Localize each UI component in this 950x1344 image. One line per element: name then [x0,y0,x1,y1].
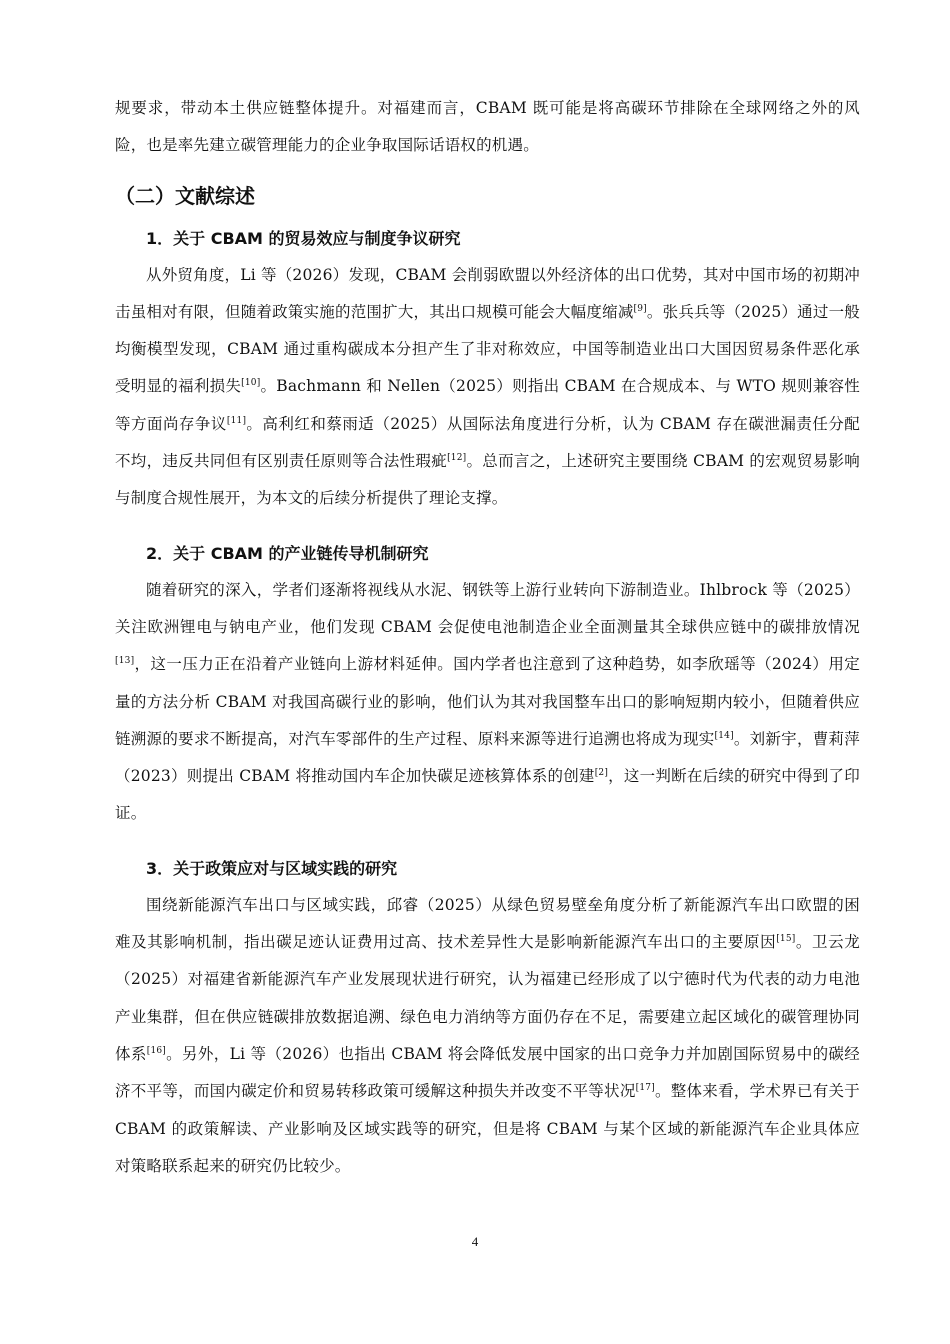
text-run: 。高利红和蔡雨适（2025）从国际法角度进行分析，认为 CBAM 存在碳泄漏责任分配不均，违反共同但有区别责任原则等合法性瑕疵 [115,414,860,471]
citation: [14] [714,730,734,741]
citation: [12] [447,453,467,464]
text-run: 。张兵兵等（2025）通过一般均衡模型发现，CBAM 通过重构碳成本分担产生了非对称效应，中国等制造业出口大国因贸易条件恶化承受明显的福利损失 [115,302,860,396]
text-run: 。卫云龙（2025）对福建省新能源汽车产业发展现状进行研究，认为福建已经形成了以宁德时代为代表的动力电池产业集群，但在供应链碳排放数据追溯、绿色电力消纳等方面仍存在不足，需要建立起区域化的碳管理协同体系 [115,933,860,1063]
text-run: 。另外，Li 等（2026）也指出 CBAM 将会降低发展中国家的出口竞争力并加剧国际贸易中的碳经济不平等，而国内碳定价和贸易转移政策可缓解这种损失并改变不平等状况 [115,1044,860,1101]
text-run: 。整体来看，学术界已有关于 CBAM 的政策解读、产业影响及区域实践等的研究，但是将 CBAM 与某个区域的新能源汽车企业具体应对策略联系起来的研究仍比较少。 [115,1082,860,1175]
subsection-heading-3: 3．关于政策应对与区域实践的研究 [146,858,398,878]
citation: [15] [776,934,796,945]
text-run: 随着研究的深入，学者们逐渐将视线从水泥、钢铁等上游行业转向下游制造业。Ihlbrock 等（2025）关注欧洲锂电与钠电产业，他们发现 CBAM 会促使电池制造企业全面测量其全球供应链中的碳排放情况 [115,580,860,636]
citation: [13] [115,656,135,667]
citation: [10] [241,378,261,389]
subsection-2-paragraph [115,572,860,833]
text-run: 从外贸角度，Li 等（2026）发现，CBAM 会削弱欧盟以外经济体的出口优势，其对中国市场的初期冲击虽相对有限，但随着政策实施的范围扩大，其出口规模可能会大幅度缩减 [115,265,860,321]
subsection-heading-1: 1．关于 CBAM 的贸易效应与制度争议研究 [146,228,461,248]
text-run: 。刘新宇，曹莉萍（2023）则提出 CBAM 将推动国内车企加快碳足迹核算体系的创建 [115,729,860,786]
citation: [11] [226,415,247,426]
text-run: 围绕新能源汽车出口与区域实践，邱睿（2025）从绿色贸易壁垒角度分析了新能源汽车出口欧盟的困难及其影响机制，指出碳足迹认证费用过高、技术差异性大是影响新能源汽车出口的主要原因 [115,895,860,952]
spacer [115,833,860,845]
page-number: 4 [471,1234,479,1249]
subsection-3-paragraph [115,887,860,1185]
citation: [2] [594,768,609,779]
text-run: ，这一压力正在沿着产业链向上游材料延伸。国内学者也注意到了这种趋势，如李欣瑶等（2024）用定量的方法分析 CBAM 对我国高碳行业的影响，他们认为其对我国整车出口的影响短期内较小，但随着供应链溯源的要求不断提高，对汽车零部件的生产过程、原料来源等进行追溯也将成为现实 [115,655,860,748]
subsection-heading-2: 2．关于 CBAM 的产业链传导机制研究 [146,543,429,563]
spacer [115,518,860,530]
text-run: 。Bachmann 和 Nellen（2025）则指出 CBAM 在合规成本、与 WTO 规则兼容性等方面尚存争议 [115,377,860,433]
citation: [16] [146,1045,167,1056]
intro-paragraph: 规要求，带动本土供应链整体提升。对福建而言，CBAM 既可能是将高碳环节排除在全球网络之外的风险，也是率先建立碳管理能力的企业争取国际话语权的机遇。 [115,99,860,155]
section-heading: （二）文献综述 [115,183,255,208]
citation: [9] [633,303,647,314]
page-body [115,90,860,1185]
subsection-1-paragraph [115,257,860,518]
text-run: 。总而言之，上述研究主要围绕 CBAM 的宏观贸易影响与制度合规性展开，为本文的后续分析提供了理论支撑。 [115,452,860,508]
citation: [17] [635,1083,655,1094]
text-run: ，这一判断在后续的研究中得到了印证。 [115,767,860,823]
